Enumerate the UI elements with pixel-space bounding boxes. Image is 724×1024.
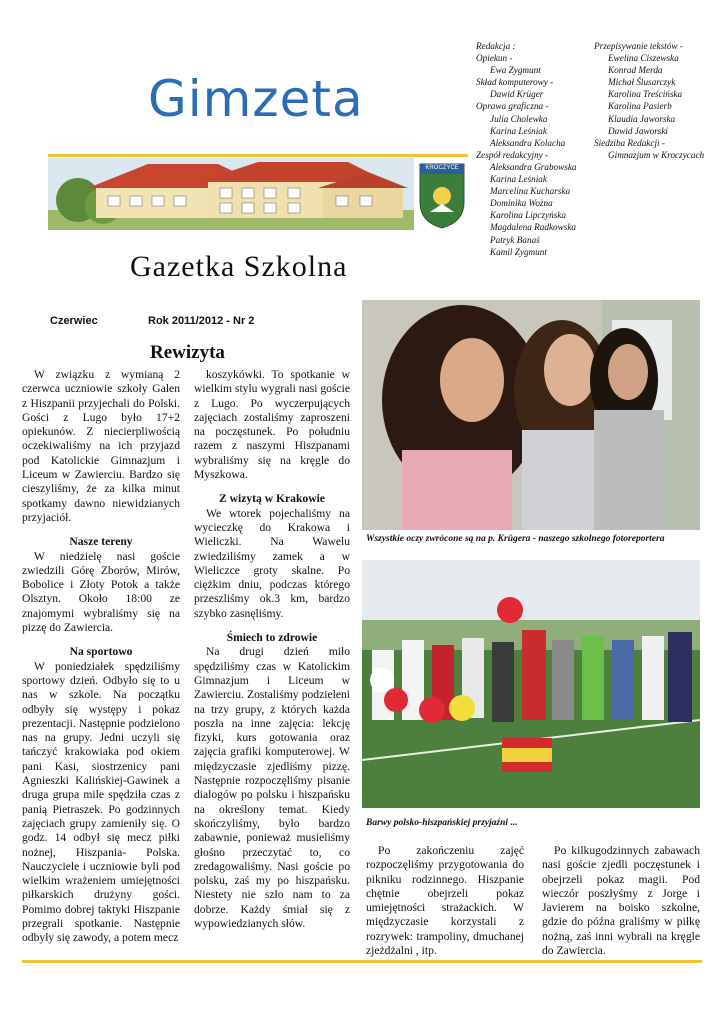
column-3-paragraph: Po zakończeniu zajęć rozpoczęliśmy przygotowania do pikniku rodzinnego. Hiszpanie chętnie obejrzeli pokaz umiejętności strażackich. W międzyczasie korzystali z rozrywek: trampoliny, dmuchanej zjeżdżalni , itp. xyxy=(366,844,524,958)
credit-line: Michał Ślusarczyk xyxy=(608,77,676,88)
credit-line: Oprawa graficzna - xyxy=(476,101,549,112)
section-paragraph: W związku z wymianą 2 czerwca uczniowie szkoły Galen z Hiszpanii przyjechali do Polski. Gości z Lugo było 17+2 opiekunów. Z niecierpliwością oczekiwaliśmy na ich przyjazd pod Katolickie Gimnazjum i Liceum w Zawierciu. Bardzo się cieszyliśmy, że za kilka minut spotkamy dawno niewidzianych przyjaciół. xyxy=(22,368,180,524)
credit-line: Ewa Zygmunt xyxy=(490,65,541,76)
section-paragraph: W niedzielę nasi goście zwiedzili Górę Zborów, Mirów, Bobolice i Złoty Potok a także Olsztyn. Około 18:00 ze znajomymi wybraliśmy się na pizzę do Zawiercia. xyxy=(22,549,180,635)
credit-line: Dawid Jaworski xyxy=(608,125,668,136)
school-building-image xyxy=(48,158,414,230)
article-title: Rewizyta xyxy=(150,342,225,363)
section-heading: Z wizytą w Krakowie xyxy=(219,492,325,506)
credit-line: Kamil Zygmunt xyxy=(490,246,547,257)
photo-caption-2: Barwy polsko-hiszpańskiej przyjaźni ... xyxy=(366,818,518,828)
credit-line: Konrad Merda xyxy=(608,65,663,76)
newspaper-logo: Gimzeta xyxy=(148,70,364,128)
photo-girls xyxy=(362,300,700,530)
credit-line: Przepisywanie tekstów - xyxy=(594,41,683,51)
credit-line: Karolina Pasierb xyxy=(608,101,672,112)
article-column-4 xyxy=(542,844,700,958)
credit-line: Dominika Wożna xyxy=(490,198,553,209)
credit-line: Julia Cholewka xyxy=(490,113,548,124)
footer-divider xyxy=(22,960,702,963)
credit-line: Marcelina Kucharska xyxy=(490,186,571,197)
section-paragraph: koszykówki. To spotkanie w wielkim stylu wygrali nasi goście z Lugo. Po wyczerpujących zajęciach zostaliśmy zaproszeni na poczęstunek. Po południu razem z naszymi Hiszpanami wybraliśmy się na kręgle do Myszkowa. xyxy=(194,368,350,482)
photo-caption-1: Wszystkie oczy zwrócone są na p. Krügera - naszego szkolnego fotoreportera xyxy=(366,534,665,544)
issue-month: Czerwiec xyxy=(50,315,98,327)
issue-number: Rok 2011/2012 - Nr 2 xyxy=(148,315,255,327)
credit-line: Aleksandra Grabowska xyxy=(490,161,577,172)
credit-line: Karina Leśniak xyxy=(490,125,547,136)
credit-line: Gimnazjum w Kroczycach xyxy=(608,149,705,160)
credit-line: Aleksandra Kolacha xyxy=(490,137,566,148)
editorial-credits-right xyxy=(594,40,704,161)
credit-line: Patryk Banaś xyxy=(490,234,540,245)
article-column-2 xyxy=(194,368,350,931)
credit-line: Karina Leśniak xyxy=(490,174,547,185)
credit-line: Klaudia Jaworska xyxy=(608,113,676,124)
section-heading: Nasze tereny xyxy=(69,535,133,549)
crest-lettering: KROCZYCE xyxy=(425,165,459,171)
photo-group-field xyxy=(362,560,700,808)
newspaper-subtitle: Gazetka Szkolna xyxy=(130,250,348,283)
section-heading: Na sportowo xyxy=(69,645,133,659)
credit-line: Siedziba Redakcji - xyxy=(594,137,665,148)
article-column-1 xyxy=(22,368,180,946)
article-column-3 xyxy=(366,844,524,958)
column-4-paragraph: Po kilkugodzinnych zabawach nasi goście zjedli poczęstunek i obejrzeli pokaz magii. Pod wieczór poszłyśmy z Jorge i Javierem na boisko szkolne, gdzie do późna graliśmy w piłkę nożną, zaś inni wybrali na kręgle do Zawiercia. xyxy=(542,844,700,958)
credit-line: Magdalena Radkowska xyxy=(490,222,576,233)
section-paragraph: W poniedziałek spędziliśmy sportowy dzień. Odbyło się to u nas w szkole. Na początku odbyły się występy i pokaz prezentacji. Następnie podzielono nas na grupy. Jedni uczyli się tańczyć krakowiaka pod okiem pani Kasi, siostrzenicy pani Agnieszki Kalińskiej-Gawinek a druga grupa mile spędziła czas z panią Pietraszek. Po godzinnych zajęciach grupy zamieniły się. O godz. 14 odbył się mecz piłki nożnej, Hiszpania- Polska. Nauczyciele i uczniowie byli pod wielkim wrażeniem umiejętności piłkarskich drużyny gości. Pomimo dobrej taktyki Hiszpanie przegrali spotkanie. Następnie odbyły się zawody, a potem mecz xyxy=(22,659,180,945)
school-crest xyxy=(416,158,468,230)
header-divider xyxy=(48,154,468,157)
credit-line: Dawid Krüger xyxy=(490,89,544,100)
credit-line: Opiekun - xyxy=(476,53,513,64)
credit-line: Redakcja : xyxy=(476,41,516,51)
credit-line: Ewelina Ciszewska xyxy=(608,53,679,64)
credit-line: Zespół redakcyjny - xyxy=(476,149,549,160)
credit-line: Karolina Treścińska xyxy=(608,89,683,100)
section-paragraph: Na drugi dzień miło spędziliśmy czas w Katolickim Gimnazjum i Liceum w Zawierciu. Zostaliśmy podzieleni na trzy grupy, z których każda poszła na inne zajęcia: lekcję fizyki, kurs gotowania oraz zajęcia grafiki komputerowej. W międzyczasie zjedliśmy pizzę. Następnie rozpoczęliśmy pisanie dialogów po polsku i hiszpańsku na określony temat. Kiedy skończyliśmy, było bardzo zabawnie, ponieważ musieliśmy głośno przeczytać to, co zredagowaliśmy. Nasi goście po polsku, zaś my po hiszpańsku. Niestety nie szło nam to za dobrze. Każdy śmiał się z wypowiedzianych słów. xyxy=(194,645,350,930)
credit-line: Skład komputerowy - xyxy=(476,77,554,88)
section-paragraph: We wtorek pojechaliśmy na wycieczkę do Krakowa i Wieliczki. Na Wawelu zwiedziliśmy zamek a w Wieliczce groty skalne. Po ciężkim dniu, podczas którego przeszliśmy ok.3 km, bardzo szybko zasnęliśmy. xyxy=(194,506,350,620)
credit-line: Karolina Lipczyńska xyxy=(490,210,566,221)
editorial-credits-left xyxy=(476,40,577,258)
section-heading: Śmiech to zdrowie xyxy=(226,631,318,645)
